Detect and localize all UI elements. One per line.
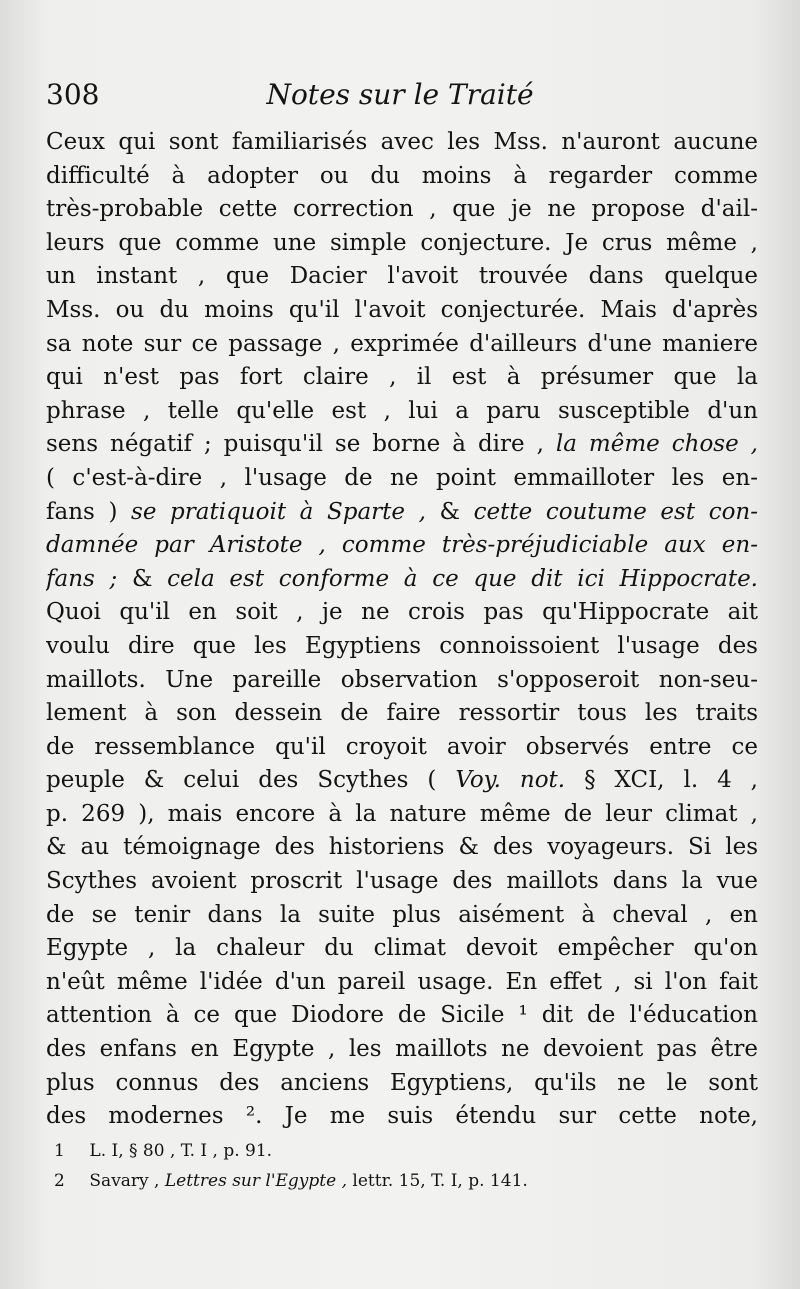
text-line: damnée par Aristote , comme très-préjudiciable aux en- xyxy=(46,532,758,559)
footnote-2 xyxy=(46,1166,758,1196)
text-line: lement à son dessein de faire ressortir tous les traits xyxy=(46,700,758,727)
text-line: de ressemblance qu'il croyoit avoir observés entre ce xyxy=(46,733,758,760)
footnote-text: L. I, § 80 , T. I , p. 91. xyxy=(89,1141,273,1161)
footnote-author: Savary , xyxy=(89,1171,160,1191)
text-line: plus connus des anciens Egyptiens, qu'ils ne le sont xyxy=(46,1069,758,1096)
text-line: maillots. Une pareille observation s'opposeroit non-seu- xyxy=(46,666,758,693)
footnote-number: 1 xyxy=(54,1141,65,1161)
text-line: un instant , que Dacier l'avoit trouvée dans quelque xyxy=(46,263,758,290)
text-line: très-probable cette correction , que je ne propose d'ail- xyxy=(46,196,758,223)
text-line: Mss. ou du moins qu'il l'avoit conjecturée. Mais d'après xyxy=(46,296,758,323)
text-line: leurs que comme une simple conjecture. Je crus même , xyxy=(46,229,758,256)
body-text xyxy=(46,126,758,1134)
page-header xyxy=(46,78,754,118)
page-number: 308 xyxy=(46,78,100,111)
text-line: fans ) se pratiquoit à Sparte , & cette coutume est con- xyxy=(46,498,758,525)
running-title: Notes sur le Traité xyxy=(266,78,534,111)
text-line: de se tenir dans la suite plus aisément à cheval , en xyxy=(46,901,758,928)
text-line: & au témoignage des historiens & des voyageurs. Si les xyxy=(46,834,758,861)
text-line: qui n'est pas fort claire , il est à présumer que la xyxy=(46,364,758,391)
footnote-reference: lettr. 15, T. I, p. 141. xyxy=(352,1171,528,1191)
text-line: attention à ce que Diodore de Sicile ¹ dit de l'éducation xyxy=(46,1002,758,1029)
footnotes xyxy=(46,1136,758,1196)
text-line: Ceux qui sont familiarisés avec les Mss. n'auront aucune xyxy=(46,129,758,155)
text-line: peuple & celui des Scythes ( Voy. not. § XCI, l. 4 , xyxy=(46,767,758,794)
text-line: phrase , telle qu'elle est , lui a paru susceptible d'un xyxy=(46,397,758,424)
text-line: fans ; & cela est conforme à ce que dit ici Hippocrate. xyxy=(46,565,758,592)
text-line: des enfans en Egypte , les maillots ne devoient pas être xyxy=(46,1036,758,1063)
text-line: p. 269 ), mais encore à la nature même de leur climat , xyxy=(46,800,758,827)
footnote-work-title: Lettres sur l'Egypte , xyxy=(164,1171,347,1191)
text-line: voulu dire que les Egyptiens connoissoient l'usage des xyxy=(46,632,758,659)
text-line: Scythes avoient proscrit l'usage des maillots dans la vue xyxy=(46,868,758,895)
text-line: ( c'est-à-dire , l'usage de ne point emmailloter les en- xyxy=(46,464,758,491)
text-line: Egypte , la chaleur du climat devoit empêcher qu'on xyxy=(46,935,758,962)
text-line: n'eût même l'idée d'un pareil usage. En effet , si l'on fait xyxy=(46,968,758,995)
text-line: sens négatif ; puisqu'il se borne à dire , la même chose , xyxy=(46,431,758,458)
footnote-1 xyxy=(46,1136,758,1166)
text-line: Quoi qu'il en soit , je ne crois pas qu'Hippocrate ait xyxy=(46,599,758,626)
text-line: sa note sur ce passage , exprimée d'ailleurs d'une maniere xyxy=(46,330,758,357)
footnote-number: 2 xyxy=(54,1171,65,1191)
text-line: difficulté à adopter ou du moins à regarder comme xyxy=(46,162,758,189)
text-line: des modernes ². Je me suis étendu sur cette note, xyxy=(46,1103,758,1130)
